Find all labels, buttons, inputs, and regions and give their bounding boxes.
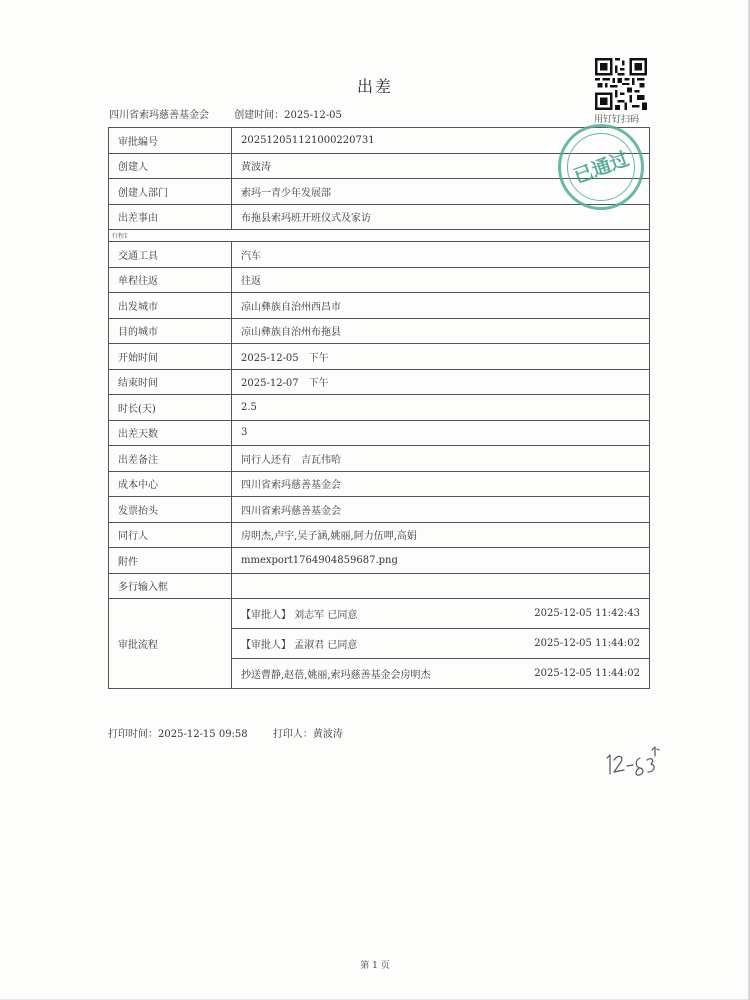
field-label: 创建人 [109, 153, 232, 179]
print-time: 打印时间：2025-12-15 09:58 [108, 729, 248, 740]
field-value: 房明杰,卢宇,吴子涵,姚丽,阿力伍呷,高娟 [232, 522, 650, 548]
field-label: 成本中心 [109, 471, 232, 497]
page-title: 出差 [356, 77, 393, 96]
table-row [109, 522, 650, 548]
table-row [109, 548, 650, 574]
approval-step [232, 659, 649, 688]
approval-step-text: 【审批人】 刘志军 已同意 [241, 610, 358, 621]
field-value: 往返 [232, 267, 650, 293]
field-label: 出差事由 [109, 204, 232, 230]
field-label: 出发城市 [109, 293, 232, 319]
field-value: 2025-12-05 下午 [232, 344, 650, 370]
field-value: 202512051121000220731 [232, 128, 650, 154]
document-header [109, 106, 364, 121]
table-row [109, 293, 650, 319]
field-label: 目的城市 [109, 318, 232, 344]
table-row [109, 420, 650, 446]
table-row [109, 369, 650, 395]
field-label: 发票抬头 [109, 497, 232, 523]
qr-label: 用钉钉扫码 [594, 115, 640, 125]
travel-approval-table [108, 127, 650, 689]
approved-stamp [558, 124, 644, 210]
created-time: 创建时间：2025-12-05 [234, 110, 342, 121]
approval-row [109, 599, 650, 689]
approval-step-time: 2025-12-05 11:44:02 [534, 668, 640, 679]
field-value: 2.5 [232, 395, 650, 421]
attachment-link[interactable]: mmexport1764904859687.png [232, 548, 650, 574]
field-value: 黄波涛 [232, 153, 650, 179]
approval-step-time: 2025-12-05 11:42:43 [534, 608, 640, 619]
field-value: 四川省索玛慈善基金会 [232, 471, 650, 497]
table-row [109, 267, 650, 293]
field-label: 创建人部门 [109, 179, 232, 205]
field-label: 附件 [109, 548, 232, 574]
qr-code-icon [595, 58, 647, 110]
field-label: 审批流程 [109, 599, 232, 689]
field-value: 2025-12-07 下午 [232, 369, 650, 395]
field-value: 布拖县索玛班开班仪式及家访 [232, 204, 650, 230]
page-number: 第 1 页 [360, 961, 390, 971]
field-value [232, 573, 650, 599]
organization-name: 四川省索玛慈善基金会 [109, 110, 209, 121]
table-row [109, 204, 650, 230]
table-row [109, 471, 650, 497]
table-row [109, 395, 650, 421]
field-value: 索玛一青少年发展部 [232, 179, 650, 205]
field-value: 3 [232, 420, 650, 446]
field-label: 时长(天) [109, 395, 232, 421]
field-label: 单程往返 [109, 267, 232, 293]
approval-step-text: 【审批人】 孟淑君 已同意 [241, 640, 358, 651]
field-value: 凉山彝族自治州西昌市 [232, 293, 650, 319]
field-label: 结束时间 [109, 369, 232, 395]
approval-step [232, 599, 649, 629]
field-label: 出差天数 [109, 420, 232, 446]
handwritten-date-mark [604, 744, 660, 780]
field-label: 出差备注 [109, 446, 232, 472]
field-label: 审批编号 [109, 128, 232, 154]
table-row [109, 573, 650, 599]
table-row [109, 318, 650, 344]
approval-flow [232, 599, 650, 689]
approval-step-time: 2025-12-05 11:44:02 [534, 638, 640, 649]
group-label: 行程1 [109, 230, 650, 242]
field-label: 同行人 [109, 522, 232, 548]
print-footer [108, 725, 365, 740]
table-row [109, 497, 650, 523]
stamp-text: 已通过 [570, 147, 633, 188]
printer-name: 打印人：黄波涛 [272, 729, 343, 740]
approval-step [232, 629, 649, 659]
table-row [109, 242, 650, 268]
field-value: 凉山彝族自治州布拖县 [232, 318, 650, 344]
field-label: 多行输入框 [109, 573, 232, 599]
group-row [109, 230, 650, 242]
approval-step-text: 抄送曹静,赵蓓,姚丽,索玛慈善基金会房明杰 [241, 670, 431, 681]
field-value: 四川省索玛慈善基金会 [232, 497, 650, 523]
table-row [109, 446, 650, 472]
table-row [109, 344, 650, 370]
field-label: 开始时间 [109, 344, 232, 370]
field-value: 同行人还有 吉瓦伟哈 [232, 446, 650, 472]
field-label: 交通工具 [109, 242, 232, 268]
field-value: 汽车 [232, 242, 650, 268]
